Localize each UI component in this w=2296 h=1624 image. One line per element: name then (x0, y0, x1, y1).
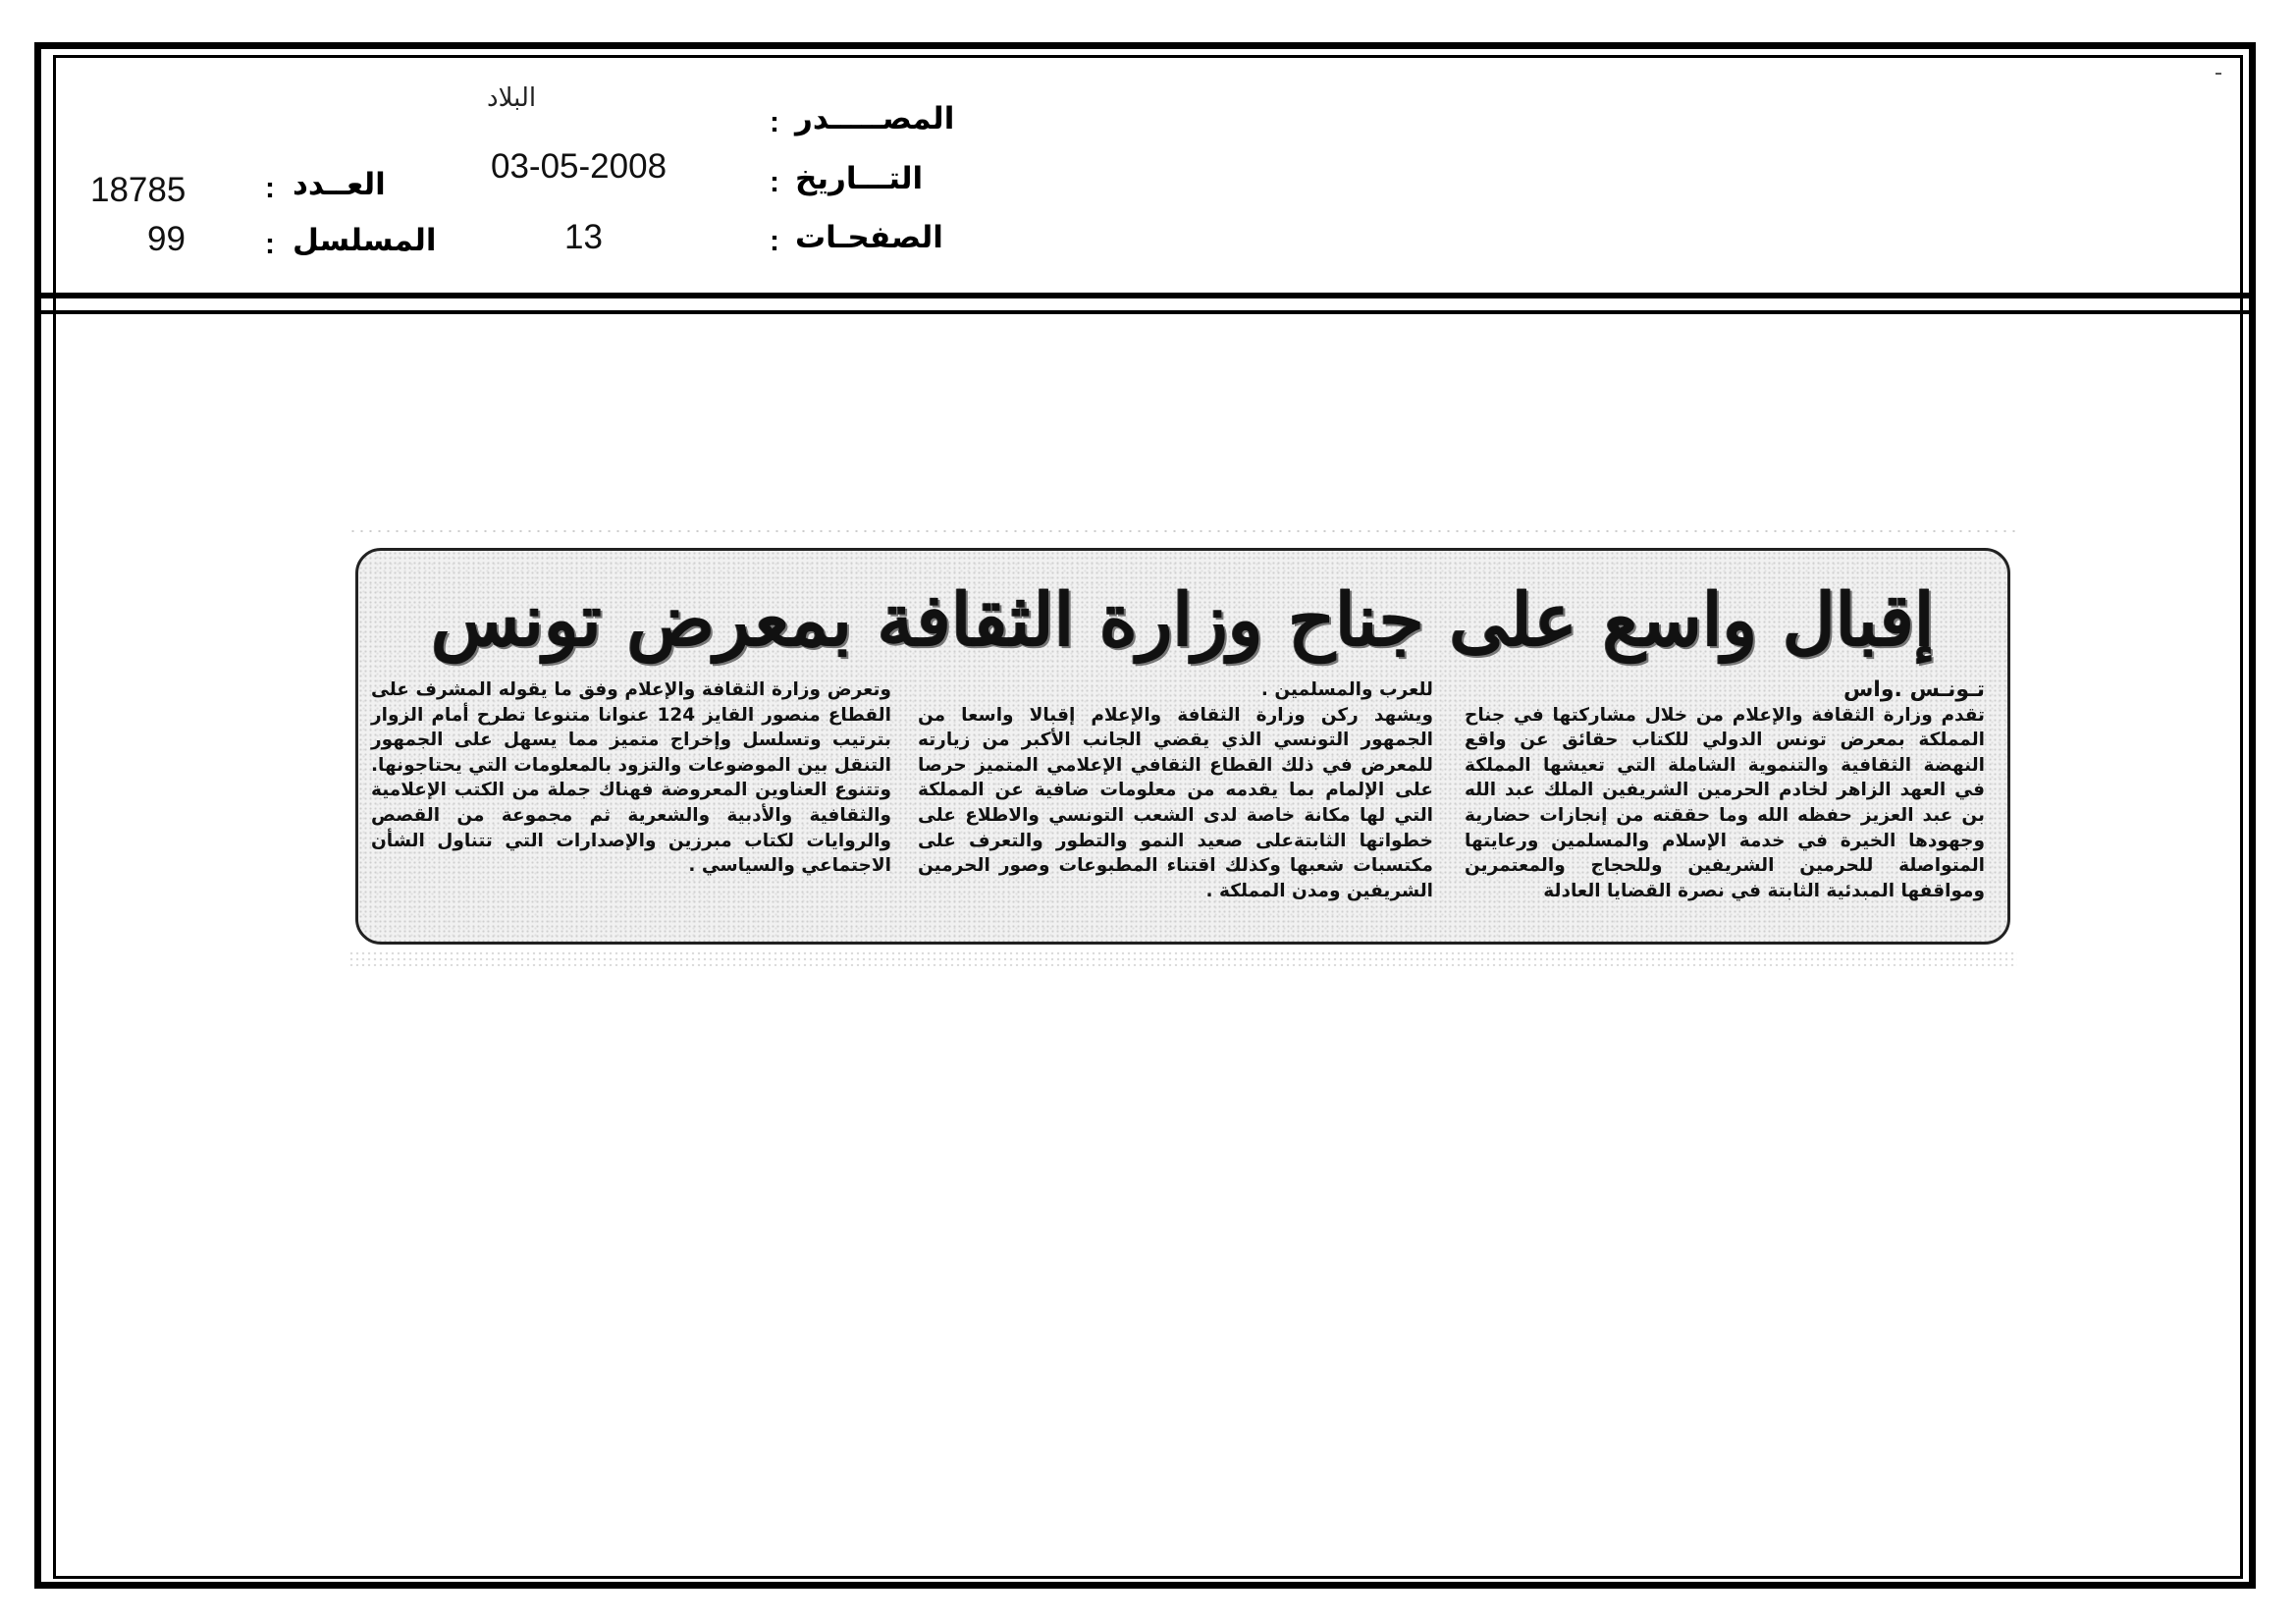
source-separator: : (770, 106, 779, 138)
scan-noise-top (348, 527, 2017, 535)
column-3-paragraph-2: وتتنوع العناوين المعروضة فهناك جملة من الكتب الإعلامية والثقافية والأدبية والشعرية ثم مجموعة من القصص والروايات لكتاب مبرزين والإصدارات التي تتناول الشأن الاجتماعي والسياسي . (371, 780, 891, 877)
issue-value: 18785 (90, 171, 187, 209)
source-value: البلاد (487, 83, 537, 113)
header-divider-thin (36, 310, 2254, 314)
issue-separator: : (265, 172, 275, 204)
serial-separator: : (265, 228, 275, 260)
date-value: 03-05-2008 (491, 147, 667, 186)
serial-label: المسلسل (293, 223, 437, 258)
article-dateline: تـونـس .واس (1842, 677, 1985, 702)
article-column-2 (918, 677, 1433, 903)
pages-separator: : (770, 225, 779, 257)
article-column-1 (1465, 677, 1985, 903)
corner-mark (2216, 73, 2221, 75)
article-headline: إقبال واسع على جناح وزارة الثقافة بمعرض تونس (431, 578, 1935, 663)
scan-noise-bottom (348, 950, 2017, 966)
pages-value: 13 (564, 218, 603, 256)
article-column-3 (371, 677, 891, 879)
column-2-text: ويشهد ركن وزارة الثقافة والإعلام إقبالا واسعا من الجمهور التونسي الذي يقضي الجانب الأكبر من زيارته للمعرض في ذلك القطاع الثقافي الإعلامي المتميز حرصا على الإلمام بما يقدمه من معلومات ضافية عن المملكة التي لها مكانة خاصة لدى الشعب التونسي والاطلاع على خطواتها الثابتةعلى صعيد النمو والتطور والتعرف على مكتسبات شعبها وكذلك اقتناء المطبوعات وصور الحرمين الشريفين ومدن المملكة . (918, 704, 1433, 901)
date-separator: : (770, 166, 779, 198)
header-divider-thick (36, 293, 2254, 298)
pages-label: الصفحـات (795, 220, 943, 255)
column-3-paragraph-1: وتعرض وزارة الثقافة والإعلام وفق ما يقوله المشرف على القطاع منصور القايز 124 عنوانا متنوعا تطرح أمام الزوار بترتيب وتسلسل وإخراج متميز مما يسهل على الجمهور التنقل بين الموضوعات والتزود بالمعلومات التي يحتاجونها. (370, 679, 891, 776)
column-2-lead: للعرب والمسلمين . (1260, 679, 1433, 700)
source-label: المصـــــدر (795, 101, 955, 136)
column-1-text: تقدم وزارة الثقافة والإعلام من خلال مشاركتها في جناح المملكة بمعرض تونس الدولي للكتاب حقائق عن واقع النهضة الثقافية والتنموية الشاملة التي تعيشها المملكة في العهد الزاهر لخادم الحرمين الشريفين الملك عبد الله بن عبد العزيز حفظه الله وما حققته من إنجازات حضارية وجهودها الخيرة في خدمة الإسلام والمسلمين ورعايتها المتواصلة للحرمين الشريفين وللحجاج والمعتمرين ومواقفها المبدئية الثابتة في نصرة القضايا العادلة (1465, 704, 1985, 901)
serial-value: 99 (147, 220, 186, 258)
issue-label: العــدد (293, 167, 386, 202)
date-label: التـــاريخ (795, 161, 924, 196)
